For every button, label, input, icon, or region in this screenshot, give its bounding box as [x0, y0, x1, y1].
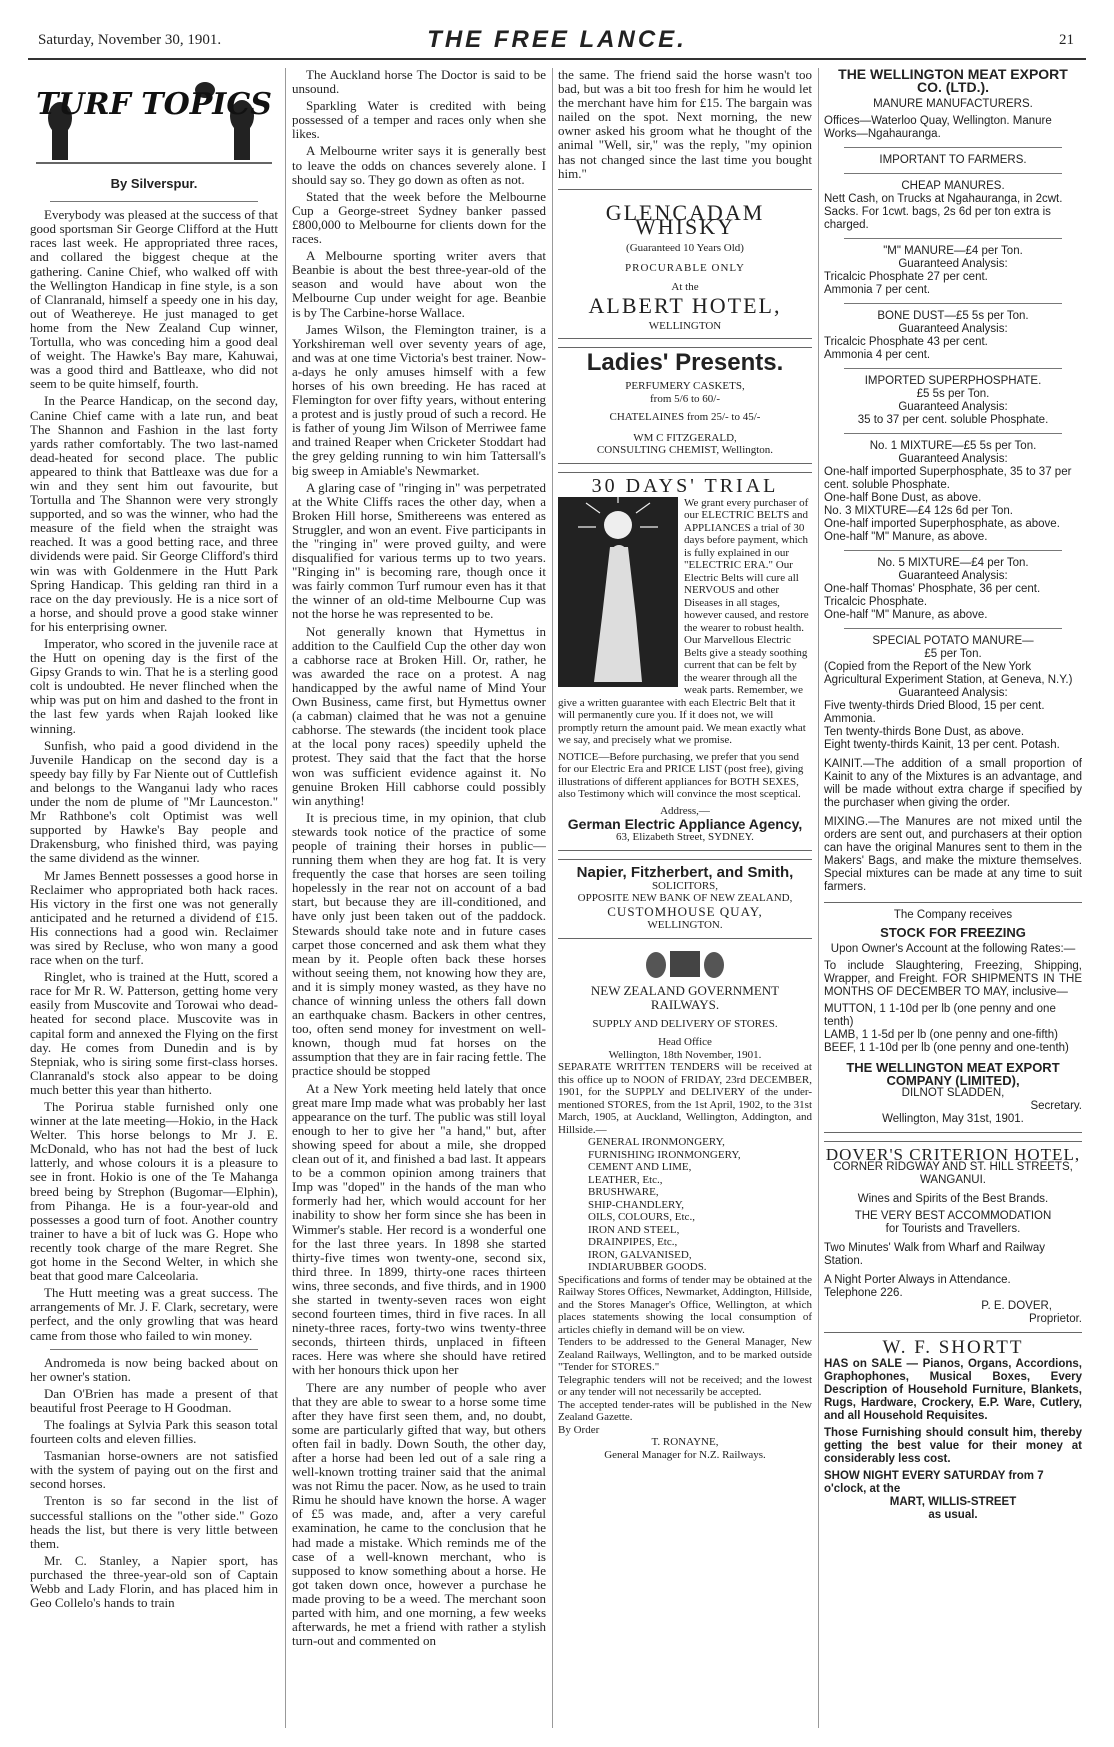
hotel-city: WELLINGTON [648, 319, 722, 332]
manure-item [824, 310, 1082, 362]
divider [50, 1349, 258, 1350]
stock-signer-title: Secretary. [1030, 1100, 1082, 1112]
solicitors-advert [558, 859, 812, 939]
manure-line: BONE DUST—£5 5s per Ton. [877, 310, 1029, 322]
manure-line: One-half Thomas' Phosphate, 36 per cent. Tricalcic Phosphate. [824, 583, 1041, 608]
advert-line: SOLICITORS, [651, 879, 719, 892]
stores-item: IRON, GALVANISED, [588, 1248, 692, 1261]
divider [844, 550, 1062, 551]
article-paragraph: Andromeda is now being backed about on her owner's station. [30, 1354, 278, 1384]
stock-freezing-advert [824, 902, 1082, 1133]
stock-rate: BEEF, 1 1-10d per lb (one penny and one-tenth) [824, 1042, 1069, 1054]
meat-terms: Nett Cash, on Trucks at Ngahauranga, in 2cwt. Sacks. For 1cwt. bags, 2s 6d per ton extra is charged. [824, 193, 1063, 231]
dover-line: Wines and Spirits of the Best Brands. [857, 1193, 1049, 1205]
meat-company-title: THE WELLINGTON MEAT EXPORT CO. (LTD.). [838, 68, 1068, 95]
divider [844, 173, 1062, 174]
masthead [0, 26, 1114, 54]
company-address: 63, Elizabeth Street, SYDNEY. [616, 831, 754, 844]
issue-date: Saturday, November 30, 1901. [38, 32, 222, 48]
stores-item: SHIP-CHANDLERY, [588, 1198, 685, 1211]
advert-line: WM C FITZGERALD, [633, 431, 737, 444]
manure-item [824, 635, 1082, 752]
stores-item: OILS, COLOURS, Etc., [588, 1211, 695, 1224]
manure-line: Ammonia 7 per cent. [824, 284, 931, 296]
article-paragraph: Sunfish, who paid a good dividend in the Juvenile Handicap on the second day is a speedy bay filly by Far Niente out of Cuttlefish and belongs to the Wanganui lady who races under the nom de plume of "Mr Launceston." Mr Rathbone's colt Optimist was well supported by Hawke's Bay people and Drakensburg, who finished third, was paying the same dividend as the winner. [30, 737, 278, 866]
manure-line: 35 to 37 per cent. soluble Phosphate. [857, 414, 1049, 426]
article-paragraph: James Wilson, the Flemington trainer, is a Yorkshireman well over seventy years of age, and was at one time Victoria's best trainer. Now-a-days he only amuses himself with a few horses of his own breeding. He has raced at Flemington for over fifty years, without entering a protest and is justly proud of such a record. He is father of young Jim Wilson of Merriwee fame and trained Reaper when Cricketer Stoddart had the grey gelding running to win him Tattersall's big sweep in Amiable's Newmarket. [292, 321, 546, 478]
divider [844, 628, 1062, 629]
divider [844, 433, 1062, 434]
advert-line: from 5/6 to 60/- [650, 392, 720, 405]
hotel-name: ALBERT HOTEL, [588, 293, 782, 319]
railways-notice [558, 947, 812, 1462]
meat-export-advert [824, 68, 1082, 894]
stock-line: To include Slaughtering, Freezing, Shipping, Wrapper, and Freight. FOR SHIPMENTS IN THE MONTHS OF DECEMBER TO MAY, inclusive— [824, 960, 1082, 998]
article-paragraph: The Porirua stable furnished only one winner at the late meeting—Hokio, in the Hack Welter. This horse belongs to Mr J. E. McDonald, who has not had the best of luck latterly, and whose colours it is a pleasure to see in front. Hokio is one of the Te Mahanga breed being by Strephon (Bugomar—Elphin), from Pihanga. He is a four-year-old and possesses a good turn of foot. Another country trainer to have a bit of luck was G. Hope who recently took charge of the mare Regret. She got home in the Second Welter, in which she beat that good mare Calceolaria. [30, 1099, 278, 1284]
article-paragraph: The Hutt meeting was a great success. The arrangements of Mr. J. F. Clark, secretary, were perfect, and the only growling that was heard came from those who failed to win money. [30, 1285, 278, 1343]
railways-paragraph: Telegraphic tenders will not be received; and the lowest or any tender will not necessarily be accepted. [558, 1373, 812, 1399]
manure-line: One-half imported Superphosphate, 35 to 37 per cent. soluble Phosphate. [824, 466, 1072, 491]
whisky-availability: PROCURABLE ONLY [625, 262, 745, 275]
newspaper-title: THE FREE LANCE. [427, 26, 687, 53]
stores-item: IRON AND STEEL, [588, 1223, 680, 1236]
meat-cheap: CHEAP MANURES. [901, 180, 1005, 192]
manure-line: No. 5 MIXTURE—£4 per Ton. [877, 557, 1029, 569]
article-paragraph: Not generally known that Hymettus in addition to the Caulfield Cup the other day won a cabhorse race at Broken Hill. Or, rather, he was awarded the race on a protest. A nag handicapped by the awful name of Mind Your Own Business, came first, but Hymettus owner (a cabman) claimed that he was not a genuine cabhorse. The stewards (the incident took place at the local pony races) speedily upheld the protest. They said that the fact that the horse won was sufficient evidence against it. No genuine Broken Hill cabhorse could possibly win anything! [292, 623, 546, 808]
divider [844, 368, 1062, 369]
manure-line: No. 1 MIXTURE—£5 5s per Ton. [869, 440, 1037, 452]
article-paragraph: A Melbourne writer says it is generally best to leave the odds on chances severely alone. I should say so. They go down as often as not. [292, 143, 546, 187]
manure-line: Guaranteed Analysis: [898, 453, 1008, 465]
company-name: German Electric Appliance Agency, [567, 816, 803, 833]
dover-hotel-advert [824, 1141, 1082, 1333]
stores-item: LEATHER, Etc., [588, 1173, 663, 1186]
manure-line: One-half imported Superphosphate, as above. [824, 518, 1060, 530]
article-paragraph: The foalings at Sylvia Park this season total fourteen colts and eleven fillies. [30, 1416, 278, 1447]
railways-paragraph: Tenders to be addressed to the General Manager, New Zealand Railways, Wellington, and to be marked outside "Tender for STORES." [558, 1336, 812, 1374]
divider [844, 303, 1062, 304]
stock-signer: DILNOT SLADDEN, [901, 1087, 1005, 1099]
divider [50, 201, 258, 202]
meat-offices: Offices—Waterloo Quay, Wellington. Manure Works—Ngahauranga. [824, 115, 1052, 140]
railways-signer: T. RONAYNE, [651, 1436, 719, 1449]
manure-line: Ammonia 4 per cent. [824, 349, 931, 361]
railways-office: Head Office [658, 1036, 712, 1049]
banner-text: TURF TOPICS [36, 87, 272, 122]
shortt-line: SHOW NIGHT EVERY SATURDAY from 7 o'clock, at the [824, 1470, 1044, 1495]
dover-signer: P. E. DOVER, [981, 1300, 1052, 1312]
manure-line: (Copied from the Report of the New York Agricultural Experiment Station, at Geneva, N.Y.) [824, 661, 1073, 686]
column-divider [818, 68, 819, 1728]
column-divider [552, 68, 553, 1728]
stores-item: DRAINPIPES, Etc., [588, 1236, 678, 1249]
mixing-note: MIXING.—The Manures are not mixed until the orders are sent out, and purchasers at their option can have the original Manures sent to them in the Makers' Bags, and make the mixture themselves. Special mixtures can be made at any time to suit farmers. [824, 816, 1082, 893]
dover-signer-title: Proprietor. [1028, 1313, 1082, 1325]
whisky-title: GLENCADAM WHISKY [605, 199, 765, 239]
byline: By Silverspur. [110, 176, 198, 192]
article-paragraph: Sparkling Water is credited with being possessed of a temper and races only when she likes. [292, 98, 546, 142]
stock-line: The Company receives [893, 909, 1013, 921]
stock-rate: LAMB, 1 1-5d per lb (one penny and one-fifth) [824, 1029, 1058, 1041]
manure-line: Tricalcic Phosphate 43 per cent. [824, 336, 988, 348]
manure-item [824, 557, 1082, 622]
column-advertisements-1 [558, 68, 812, 1738]
dover-line: THE VERY BEST ACCOMMODATION [854, 1210, 1052, 1222]
article-paragraph: Tasmanian horse-owners are not satisfied with the system of paying out on the first and second horses. [30, 1448, 278, 1492]
manure-line: Guaranteed Analysis: [898, 687, 1008, 699]
manure-line: Ten twenty-thirds Bone Dust, as above. [824, 726, 1025, 738]
meat-subtitle: MANURE MANUFACTURERS. [873, 98, 1033, 110]
manure-line: Eight twenty-thirds Kainit, 13 per cent. Potash. [824, 739, 1060, 751]
address-label: Address,— [660, 804, 710, 817]
manure-line: "M" MANURE—£4 per Ton. [883, 245, 1023, 257]
manure-line: SPECIAL POTATO MANURE— [872, 635, 1034, 647]
shortt-advert [824, 1337, 1082, 1522]
advert-line: CUSTOMHOUSE QUAY, [607, 903, 763, 919]
advert-line: CHATELAINES from 25/- to 45/- [609, 411, 761, 424]
dover-address: CORNER RIDGWAY AND ST. HILL STREETS, WANGANUI. [833, 1161, 1073, 1186]
railways-title: NEW ZEALAND GOVERNMENT RAILWAYS. [590, 982, 780, 1012]
page-number: 21 [1059, 32, 1074, 48]
railways-dateline: Wellington, 18th November, 1901. [608, 1048, 762, 1061]
stores-list [558, 1136, 812, 1274]
whisky-advert [558, 189, 812, 339]
belts-description: We grant every purchaser of our ELECTRIC BELTS and APPLIANCES a trial of 30 days before payment, which is fully explained in our "ELECTRIC ERA." Our Electric Belts will cure all NERVOUS and other Diseases in all stages, however caused, and restore the wearer to robust health. Our Marvellous Electric Belts give a steady soothing current that can be felt by the wearer through all the weak parts. Remember, we give a written guarantee with each Electric Belt that it will permanently cure you. If it does not, we will promptly return the amount paid. We mean exactly what we say, and precisely what we promise. [558, 496, 809, 747]
manure-line: Guaranteed Analysis: [898, 570, 1008, 582]
article-paragraph: Dan O'Brien has made a present of that beautiful frost Peerage to H Goodman. [30, 1385, 278, 1415]
manure-item [824, 375, 1082, 427]
ladies-presents-title: Ladies' Presents. [586, 349, 784, 377]
turf-topics-banner-illustration [30, 68, 278, 168]
dover-line: Two Minutes' Walk from Wharf and Railway Station. [824, 1242, 1045, 1267]
column-turf-notes [292, 68, 546, 1738]
shortt-body: HAS on SALE — Pianos, Organs, Accordions, Graphophones, Musical Boxes, Every Description of Household Furniture, Blankets, Rugs, Hardware, Crockery, E.P. Ware, Cutlery, and all Household Requisites. [824, 1358, 1082, 1422]
firm-name: Napier, Fitzherbert, and Smith, [576, 863, 794, 881]
manure-line: £5 5s per Ton. [916, 388, 990, 400]
manure-line: One-half "M" Manure, as above. [824, 609, 988, 621]
shortt-title: W. F. SHORTT [882, 1337, 1024, 1358]
manure-line: No. 3 MIXTURE—£4 12s 6d per Ton. [824, 505, 1013, 517]
railways-subtitle: SUPPLY AND DELIVERY OF STORES. [592, 1017, 778, 1030]
article-paragraph: Imperator, who scored in the juvenile race at the Hutt on opening day is the first of the Gipsy Grands to win. That he is a sterling good colt is undoubted. He never flinched when the whip was put on him and dashed to the front in the last few yards when Rajah looked like winning. [30, 636, 278, 736]
railways-byorder: By Order [558, 1423, 600, 1436]
belts-title: 30 DAYS' TRIAL [591, 474, 779, 497]
stores-item: GENERAL IRONMONGERY, [588, 1136, 725, 1149]
stock-line: Upon Owner's Account at the following Rates:— [830, 943, 1076, 955]
manure-line: One-half Bone Dust, as above. [824, 492, 982, 504]
electric-figure-illustration [558, 497, 678, 687]
advert-line: PERFUMERY CASKETS, [625, 380, 745, 393]
article-paragraph: Mr. C. Stanley, a Napier sport, has purchased the three-year-old son of Captain Webb and Lady Florin, and has placed him in Geo Collelo's hands to train [30, 1552, 278, 1611]
stores-item: INDIARUBBER GOODS. [588, 1261, 707, 1274]
article-continued: the same. The friend said the horse wasn't too bad, but was a bit too fresh for him he would let the merchant have him for £15. The bargain was nailed on the spot. Next morning, the new owner asked his groom what he thought of the animal "Well, sir," was the reply, "my opinion has not changed since the last time you bought him." [558, 68, 812, 181]
article-paragraph: Everybody was pleased at the success of that good sportsman Sir George Clifford at the Hutt races last week. He appropriated three races, and collared the biggest cheque at the gathering. Canine Chief, who walked off with the Wellington Handicap in fine style, is a son of Clanranald, himself a speedy one in his day, out of Weathereye. He just managed to get home from the New Zealand Cup winner, Tortulla, who was conceding him a good deal of weight. The Hawke's Bay mare, Kahuwai, was a good third and Battleaxe, who did not seem to be quite himself, fourth. [30, 207, 278, 392]
advert-line: OPPOSITE NEW BANK OF NEW ZEALAND, [577, 892, 793, 905]
ladies-presents-advert [558, 347, 812, 464]
manure-line: One-half "M" Manure, as above. [824, 531, 988, 543]
stock-company: THE WELLINGTON MEAT EXPORT COMPANY (LIMITED), [846, 1060, 1060, 1088]
dover-line: for Tourists and Travellers. [885, 1223, 1021, 1235]
stores-item: FURNISHING IRONMONGERY, [588, 1148, 741, 1161]
column-turf-topics [30, 68, 278, 1738]
dover-line: Telephone 226. [824, 1287, 903, 1299]
manure-line: IMPORTED SUPERPHOSPHATE. [864, 375, 1042, 387]
railways-paragraph: The accepted tender-rates will be published in the New Zealand Gazette. [558, 1398, 812, 1424]
stock-rate: MUTTON, 1 1-10d per lb (one penny and one tenth) [824, 1003, 1056, 1028]
belts-notice: NOTICE—Before purchasing, we prefer that you send for our Electric Era and PRICE LIST (post free), giving illustrations of different appliances for BOTH SEXES, also Testimony which will convince the most sceptical. [558, 750, 804, 801]
divider [844, 147, 1062, 148]
divider [844, 238, 1062, 239]
kainit-note: KAINIT.—The addition of a small proportion of Kainit to any of the Mixtures is an advantage, and will be made without extra charge if specified by the purchaser when giving the order. [824, 758, 1082, 809]
article-paragraph: Ringlet, who is trained at the Hutt, scored a race for Mr R. W. Patterson, getting home very easily from Muscovite and Torowai who dead-heated for second place. Muscovite was in capital form and annexed the Flying on the first day. He comes from Dunedin and is by Stepniak, who is siring some first-class horses. Clanranald's stock also appear to be doing much better this year than hitherto. [30, 969, 278, 1097]
stores-item: BRUSHWARE, [588, 1186, 659, 1199]
manure-item [824, 440, 1082, 544]
shortt-line: MART, WILLIS-STREET [889, 1496, 1017, 1508]
article-paragraph: There are any number of people who aver that they are able to swear to a horse some time after they have first seen them, and, no doubt, some are particularly gifted that way, but others often fail in badly. Down South, the other day, after a horse had been led out of a sale ring a well-known trotting trainer said that the animal was not Rimu the pacer. Now, as he used to train Rimu he should have known the horse. A wager of £5 was made, and, after a very careful examination, he came to the conclusion that he had made a mistake. Which reminds me of the case of a well-known merchant, who is supposed to know something about a horse. He got taken down once, however a purchase he made proving to be a weed. The merchant soon parted with him, and one morning, a few weeks afterwards, he met a friend with rather a stylish turn-out and commented on [292, 1379, 546, 1649]
advert-line: WELLINGTON. [647, 919, 723, 931]
whisky-at: At the [671, 280, 699, 293]
article-paragraph: Stated that the week before the Melbourne Cup a George-street Sydney banker passed £800,000 to Melbourne for clients down for the races. [292, 188, 546, 247]
article-paragraph: Mr James Bennett possesses a good horse in Reclaimer who appropriated both hack races. His victory in the first one was not generally anticipated and he returned a dividend of £15. His connections had a good win. Reclaimer was sired by Recluse, who won many a good race when on the turf. [30, 867, 278, 968]
manure-line: Five twenty-thirds Dried Blood, 15 per cent. Ammonia. [824, 700, 1045, 725]
whisky-guarantee: (Guaranteed 10 Years Old) [626, 241, 744, 254]
article-paragraph: Trenton is so far second in the list of successful stallions on the "other side." Gozo heads the list, but there is very little between them. [30, 1493, 278, 1551]
masthead-rule [28, 58, 1086, 60]
manure-line: Guaranteed Analysis: [898, 258, 1008, 270]
article-paragraph: A Melbourne sporting writer avers that Beanbie is about the best three-year-old of the season and would have about won the Melbourne Cup under weight for age. Beanbie is by The Carbine-horse Wallace. [292, 248, 546, 320]
article-paragraph: At a New York meeting held lately that once great mare Imp made what was probably her last appearance on the turf. The public was still loyal enough to her to give her "a hand," but, after showing speed for about a mile, she dropped clean out of it, and finished a bad last. It appears to be a common opinion among trainers that Imp was "doped" in the hands of the man who formerly had her, which would account for her inability to show her form since she has been in Wimmer's stable. Her record is a wonderful one for the last three years. In 1898 she started thirty-five times won twenty-one, second six, third three. In 1899, thirty-one races thirteen wins, three seconds, and five thirds, and in 1900 she started in twenty-seven races won eight second fourteen times, third in five races. In all ninety-three races, forty-two wins twenty-three seconds, thirteen thirds, unplaced in fifteen races. Here was where she should have retired with her honours thick upon her [292, 1080, 546, 1378]
manure-line: Guaranteed Analysis: [898, 401, 1008, 413]
stock-dateline: Wellington, May 31st, 1901. [882, 1113, 1024, 1125]
column-advertisements-2 [824, 68, 1082, 1738]
manure-line: Guaranteed Analysis: [898, 323, 1008, 335]
advert-line: CONSULTING CHEMIST, Wellington. [596, 444, 774, 457]
article-paragraph: The Auckland horse The Doctor is said to be unsound. [292, 68, 546, 97]
coat-of-arms-illustration [558, 947, 812, 981]
railways-paragraph: Specifications and forms of tender may be obtained at the Railway Stores Offices, Newmarket, Addington, Hillside, and the Stores Manager's Office, Wellington, at which places statements showing the local consumption of articles chiefly in demand will be on view. [558, 1273, 812, 1336]
manure-line: Tricalcic Phosphate 27 per cent. [824, 271, 988, 283]
article-paragraph: A glaring case of "ringing in" was perpetrated at the White Cliffs races the other day, when a Broken Hill horse, Smithereens was entered as Struggler, and won an event. Five participants in the "ringing in" were proved guilty, and were disqualified for various terms up to two years. "Ringing in" is becoming rare, though once it was fairly common Turf rumour even has it that the winner of an old-time Melbourne Cup was not the horse he was represented to be. [292, 479, 546, 622]
article-paragraph: In the Pearce Handicap, on the second day, Canine Chief came with a late run, and beat The Shannon and Fashion in the last forty yards rather comfortably. The two last-named dead-heated for second place. The public appeared to think that Battleaxe was due for a win and they sent him out favourite, but Tortulla and The Shannon were very strongly supported, and so was the winner, who had the measure of the field when the straight was reached. It was a good betting race, and three dividends were paid. Sir George Clifford's third win was with Goldenmere in the Hutt Park Spring Handicap. This gelding ran third in a race on the day previously. He is a nice sort of a horse, and should prove a good stake winner for his enterprising owner. [30, 393, 278, 634]
manure-line: £5 per Ton. [924, 648, 982, 660]
electric-belts-advert [558, 472, 812, 851]
dover-line: A Night Porter Always in Attendance. [824, 1274, 1011, 1286]
dover-title: DOVER'S CRITERION HOTEL, [825, 1145, 1081, 1164]
stock-title: STOCK FOR FREEZING [880, 925, 1026, 940]
manure-item [824, 245, 1082, 297]
column-divider [285, 68, 286, 1728]
railways-signer-title: General Manager for N.Z. Railways. [604, 1448, 766, 1461]
meat-important: IMPORTANT TO FARMERS. [879, 154, 1027, 166]
article-paragraph: It is precious time, in my opinion, that club stewards took notice of the practice of some people of training their horses in public—running them when they are hog fat. It is very frequently the case that horses are seen toiling hopelessly in the rear not on account of a bad start, but because they are ill-conditioned, and have only just been taken out of the paddock. Stewards should take note and in future cases carpet those concerned and ask them what they mean by it. People often back these horses without seeing them, not knowing how they are, and it is simply money wasted, as they have no chance of winning unless the others fall down an earthquake chasm. Backers in other centres, too, often send money for investment on well-known, though mud fat horses on the assumption that they are in fair racing fettle. The practice should be stopped [292, 809, 546, 1079]
railways-body: SEPARATE WRITTEN TENDERS will be received at this office up to NOON of FRIDAY, 23rd DECEMBER, 1901, for the SUPPLY and DELIVERY of the under-mentioned STORES, from the 1st April, 1902, to the 31st March, 1905, at Auckland, Wellington, Addington, and Hillside.— [558, 1061, 812, 1136]
shortt-line: Those Furnishing should consult him, thereby getting the best value for their money at considerably less cost. [824, 1427, 1082, 1465]
shortt-line: as usual. [928, 1509, 978, 1521]
stores-item: CEMENT AND LIME, [588, 1161, 692, 1174]
